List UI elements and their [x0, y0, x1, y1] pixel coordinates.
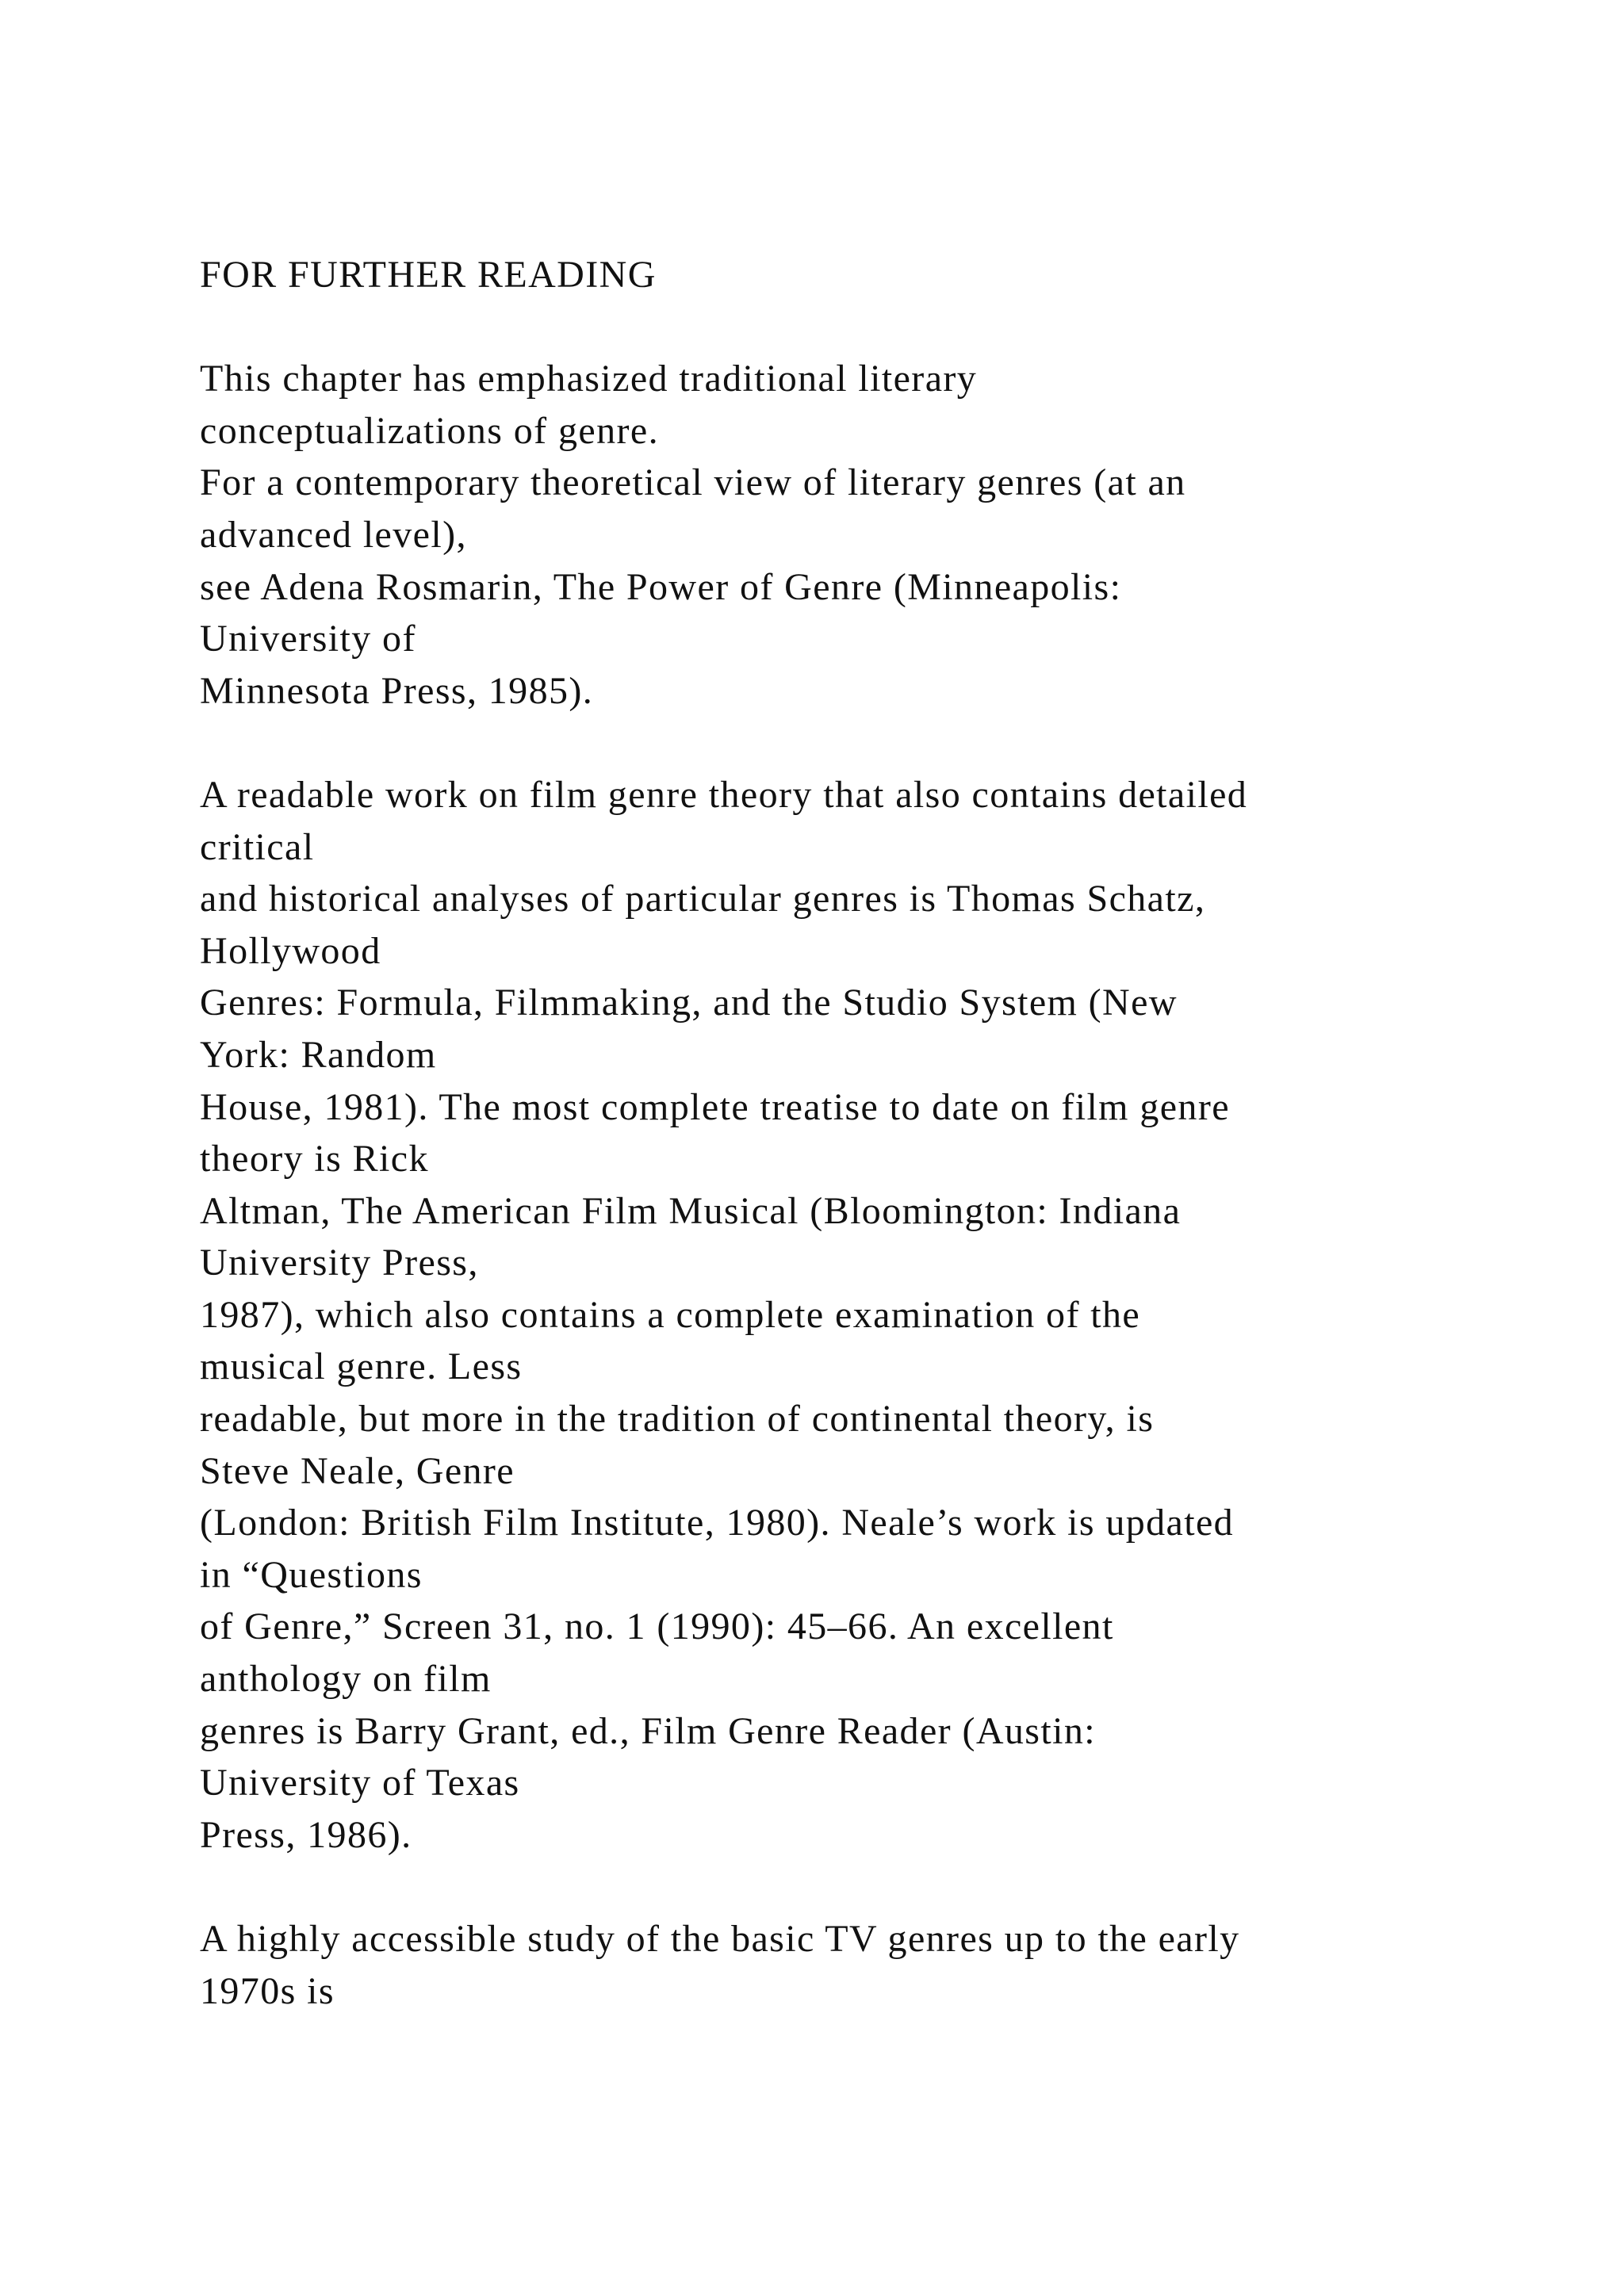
- text-line: conceptualizations of genre.: [200, 409, 659, 452]
- paragraph-2: [200, 769, 1548, 1861]
- text-line: This chapter has emphasized traditional literary: [200, 358, 978, 400]
- text-line: Steve Neale, Genre: [200, 1449, 515, 1492]
- paragraph-spacer: [200, 717, 1548, 769]
- text-line: York: Random: [200, 1033, 437, 1076]
- text-line: A readable work on film genre theory that also contains detailed: [200, 773, 1248, 816]
- text-line: Minnesota Press, 1985).: [200, 669, 594, 712]
- text-line: 1987), which also contains a complete examination of the: [200, 1293, 1141, 1336]
- text-line: A highly accessible study of the basic TV genres up to the early: [200, 1918, 1240, 1960]
- text-line: Press, 1986).: [200, 1813, 412, 1856]
- section-heading: FOR FURTHER READING: [200, 254, 657, 296]
- text-line: House, 1981). The most complete treatise to date on film genre: [200, 1085, 1230, 1128]
- text-line: University of Texas: [200, 1762, 520, 1804]
- text-line: genres is Barry Grant, ed., Film Genre Reader (Austin:: [200, 1709, 1096, 1752]
- text-line: University of: [200, 618, 416, 660]
- text-line: For a contemporary theoretical view of literary genres (at an: [200, 461, 1186, 504]
- text-line: and historical analyses of particular genres is Thomas Schatz,: [200, 878, 1206, 920]
- paragraph-1: [200, 353, 1548, 717]
- text-line: University Press,: [200, 1242, 479, 1284]
- text-line: anthology on film: [200, 1658, 492, 1701]
- text-line: advanced level),: [200, 513, 467, 556]
- document-body: [200, 249, 1548, 2017]
- text-line: Genres: Formula, Filmmaking, and the Studio System (New: [200, 982, 1178, 1024]
- paragraph-spacer: [200, 301, 1548, 354]
- text-line: musical genre. Less: [200, 1345, 523, 1388]
- text-line: Altman, The American Film Musical (Bloomington: Indiana: [200, 1189, 1182, 1232]
- text-line: of Genre,” Screen 31, no. 1 (1990): 45–66. An excellent: [200, 1605, 1114, 1648]
- text-line: in “Questions: [200, 1553, 423, 1596]
- text-line: (London: British Film Institute, 1980). Neale’s work is updated: [200, 1502, 1235, 1544]
- paragraph-3: [200, 1913, 1548, 2017]
- text-line: 1970s is: [200, 1969, 335, 2012]
- text-line: see Adena Rosmarin, The Power of Genre (Minneapolis:: [200, 565, 1122, 608]
- text-line: theory is Rick: [200, 1138, 429, 1181]
- paragraph-spacer: [200, 1861, 1548, 1913]
- text-line: critical: [200, 825, 315, 868]
- text-line: Hollywood: [200, 929, 381, 972]
- text-line: readable, but more in the tradition of continental theory, is: [200, 1398, 1155, 1441]
